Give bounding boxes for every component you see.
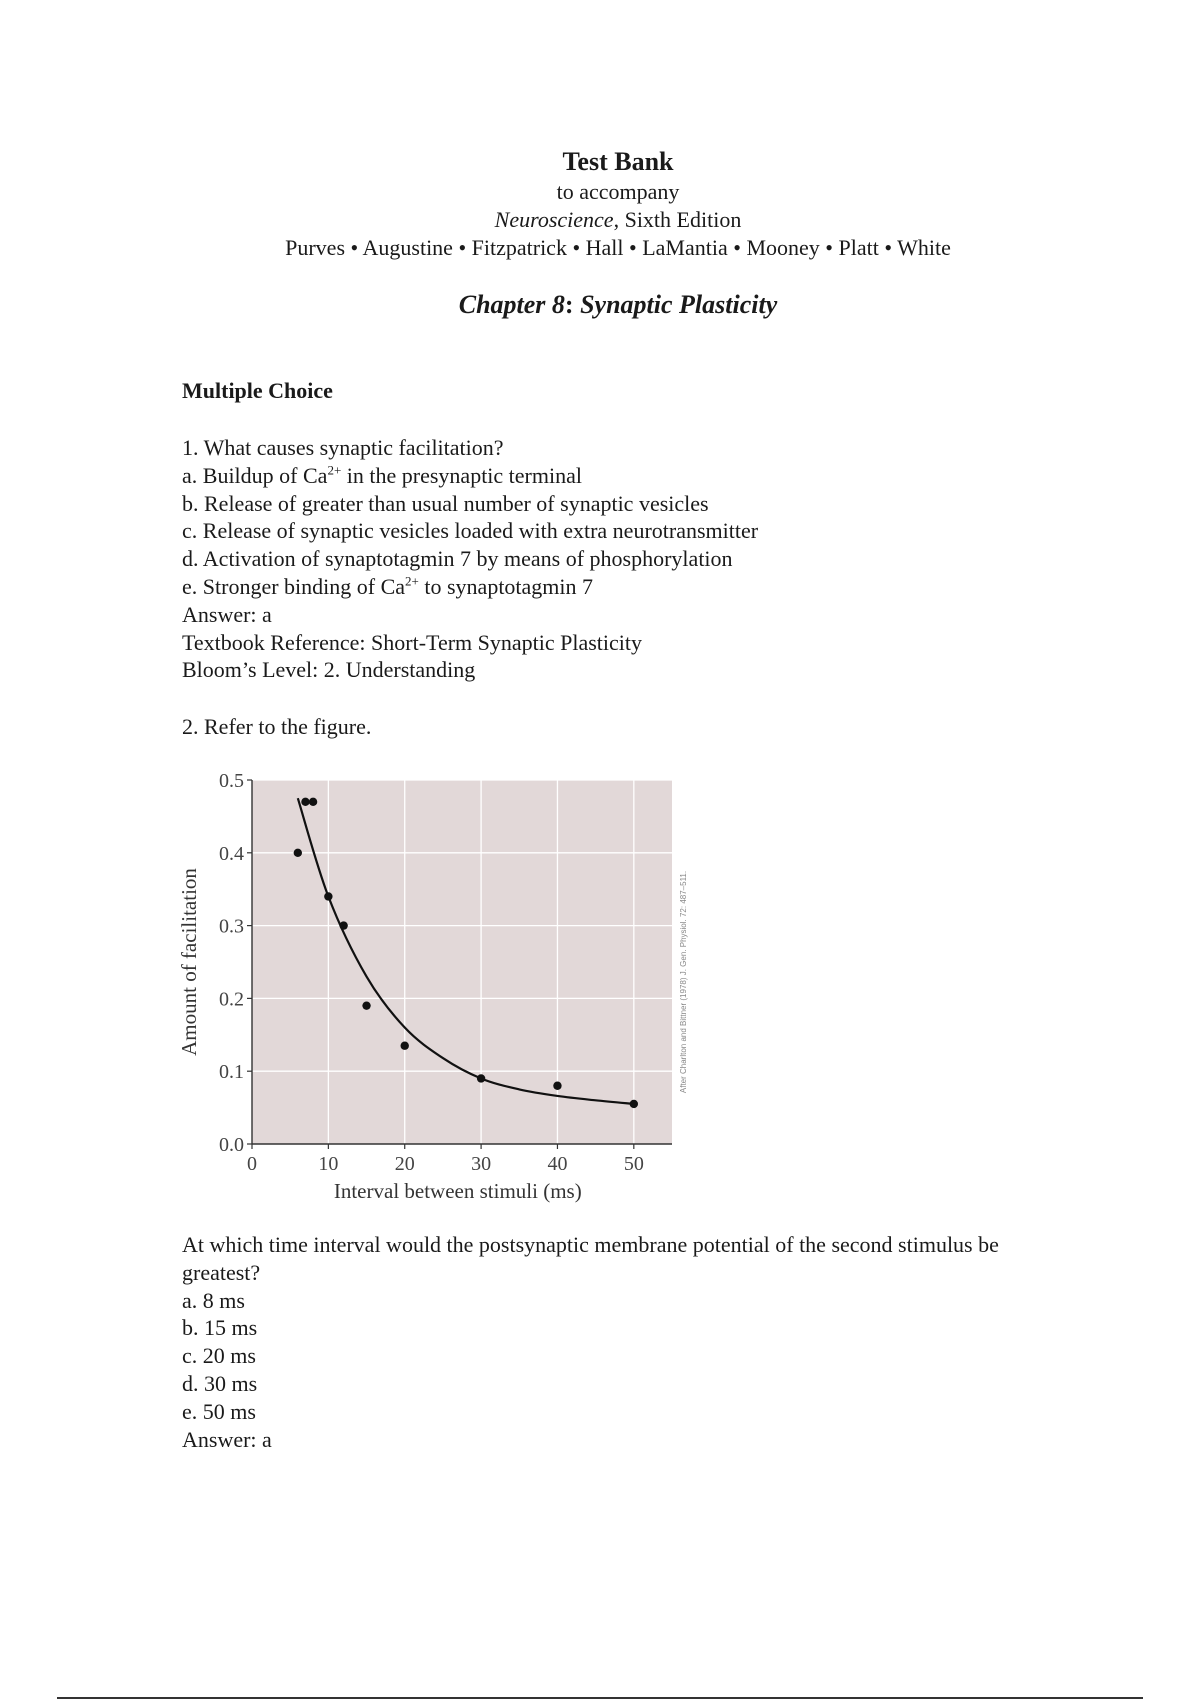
facilitation-chart: [176, 764, 696, 1214]
x-tick-label: 50: [623, 1153, 644, 1175]
q1-reference: Textbook Reference: Short-Term Synaptic Plasticity: [182, 629, 643, 655]
data-point: [294, 849, 302, 857]
q1-option-d: d. Activation of synaptotagmin 7 by means of phosphorylation: [182, 546, 733, 572]
book-edition: , Sixth Edition: [613, 207, 742, 232]
q1-option-a: [182, 462, 1082, 490]
q1-option-e: [182, 573, 1082, 601]
q2-answer: Answer: a: [182, 1426, 272, 1452]
x-tick-label: 20: [394, 1153, 415, 1175]
header-book: [0, 206, 1200, 234]
x-tick-label: 10: [318, 1153, 339, 1175]
q2-option-c: c. 20 ms: [182, 1343, 256, 1369]
footer-rule: [57, 1697, 1143, 1699]
q2-stem: At which time interval would the postsynaptic membrane potential of the second stimulus be greatest?: [182, 1232, 999, 1285]
section-heading: Multiple Choice: [182, 378, 333, 403]
chapter-name: Synaptic Plasticity: [573, 290, 778, 319]
y-tick-label: 0.0: [219, 1134, 244, 1156]
figure-credit: After Charlton and Bittner (1978) J. Gen. Physiol. 72: 487–511.: [679, 870, 688, 1094]
question-2: [182, 1231, 1082, 1453]
chapter-title: [0, 290, 1200, 320]
data-point: [339, 921, 347, 929]
data-point: [362, 1001, 370, 1009]
book-title: Neuroscience: [494, 207, 614, 232]
question-1: [182, 434, 1082, 684]
q2-refer-text: 2. Refer to the figure.: [182, 714, 372, 739]
q1-answer: Answer: a: [182, 601, 272, 627]
q2-option-d: d. 30 ms: [182, 1370, 258, 1396]
x-tick-label: 0: [247, 1153, 257, 1175]
data-point: [630, 1100, 638, 1108]
y-axis-label: Amount of facilitation: [177, 868, 201, 1056]
header-title: Test Bank: [562, 147, 674, 176]
header-authors: Purves • Augustine • Fitzpatrick • Hall • LaMantia • Mooney • Platt • White: [285, 235, 951, 260]
q2-option-b: b. 15 ms: [182, 1315, 258, 1341]
data-point: [301, 798, 309, 806]
x-tick-label: 40: [547, 1153, 568, 1175]
x-axis-label: Interval between stimuli (ms): [333, 1179, 582, 1203]
q1-option-e-text: e. Stronger binding of Ca: [182, 573, 406, 599]
q2-option-e: e. 50 ms: [182, 1398, 256, 1424]
y-tick-label: 0.5: [219, 770, 244, 792]
q2-option-a: a. 8 ms: [182, 1287, 245, 1313]
data-point: [324, 892, 332, 900]
q1-option-a-rest: in the presynaptic terminal: [341, 462, 582, 488]
q1-option-e-sup: 2+: [405, 573, 419, 589]
x-tick-label: 30: [471, 1153, 492, 1175]
q1-option-b: b. Release of greater than usual number of synaptic vesicles: [182, 490, 709, 516]
q2-prompt: [182, 713, 1082, 741]
data-point: [553, 1082, 561, 1090]
y-tick-label: 0.2: [219, 988, 244, 1011]
document-header: [0, 146, 1200, 262]
q1-option-e-rest: to synaptotagmin 7: [418, 573, 594, 599]
header-subtitle: to accompany: [556, 179, 680, 204]
data-point: [477, 1074, 485, 1082]
y-tick-label: 0.1: [219, 1061, 244, 1084]
q1-option-a-text: a. Buildup of Ca: [182, 462, 328, 488]
q1-option-a-sup: 2+: [327, 462, 342, 478]
q1-option-c: c. Release of synaptic vesicles loaded with extra neurotransmitter: [182, 518, 759, 544]
q1-bloom-level: Bloom’s Level: 2. Understanding: [182, 657, 476, 683]
data-point: [309, 798, 317, 806]
chapter-label: Chapter 8: [458, 290, 565, 319]
chapter-colon: :: [564, 290, 574, 319]
y-tick-label: 0.4: [219, 842, 244, 865]
data-point: [401, 1042, 409, 1050]
y-tick-label: 0.3: [219, 915, 244, 938]
q1-stem: 1. What causes synaptic facilitation?: [182, 435, 504, 460]
plot-area: [252, 780, 672, 1144]
